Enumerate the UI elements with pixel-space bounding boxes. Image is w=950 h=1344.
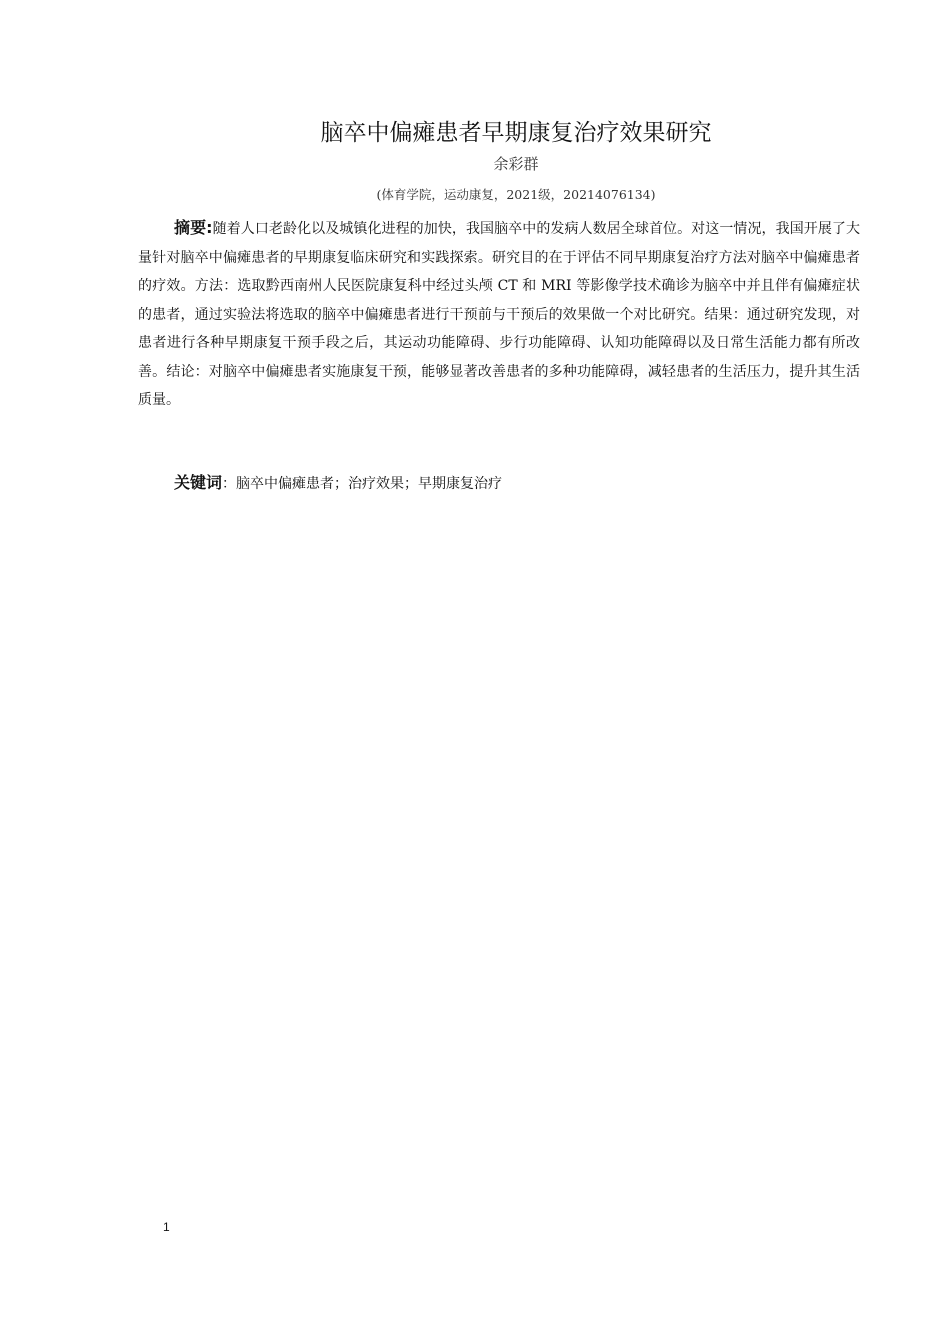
author-affiliation: (体育学院，运动康复，2021级，20214076134) bbox=[376, 187, 656, 202]
abstract-paragraph bbox=[138, 214, 860, 415]
keywords-label: 关键词 bbox=[174, 473, 223, 492]
page-number: 1 bbox=[163, 1220, 170, 1234]
abstract-label: 摘要: bbox=[174, 218, 213, 237]
keywords-paragraph bbox=[174, 469, 860, 498]
author-name: 余彩群 bbox=[493, 155, 539, 173]
paper-title: 脑卒中偏瘫患者早期康复治疗效果研究 bbox=[320, 120, 712, 146]
keywords-text: ：脑卒中偏瘫患者；治疗效果；早期康复治疗 bbox=[222, 476, 503, 492]
abstract-text: 随着人口老龄化以及城镇化进程的加快，我国脑卒中的发病人数居全球首位。对这一情况，我国开展了大量针对脑卒中偏瘫患者的早期康复临床研究和实践探索。研究目的在于评估不同早期康复治疗方法对脑卒中偏瘫患者的疗效。方法：选取黔西南州人民医院康复科中经过头颅 CT 和 MRI 等影像学技术确诊为脑卒中并且伴有偏瘫症状的患者，通过实验法将选取的脑卒中偏瘫患者进行干预前与干预后的效果做一个对比研究。结果：通过研究发现，对患者进行各种早期康复干预手段之后，其运动功能障碍、步行功能障碍、认知功能障碍以及日常生活能力都有所改善。结论：对脑卒中偏瘫患者实施康复干预，能够显著改善患者的多种功能障碍，减轻患者的生活压力，提升其生活质量。 bbox=[138, 221, 861, 408]
